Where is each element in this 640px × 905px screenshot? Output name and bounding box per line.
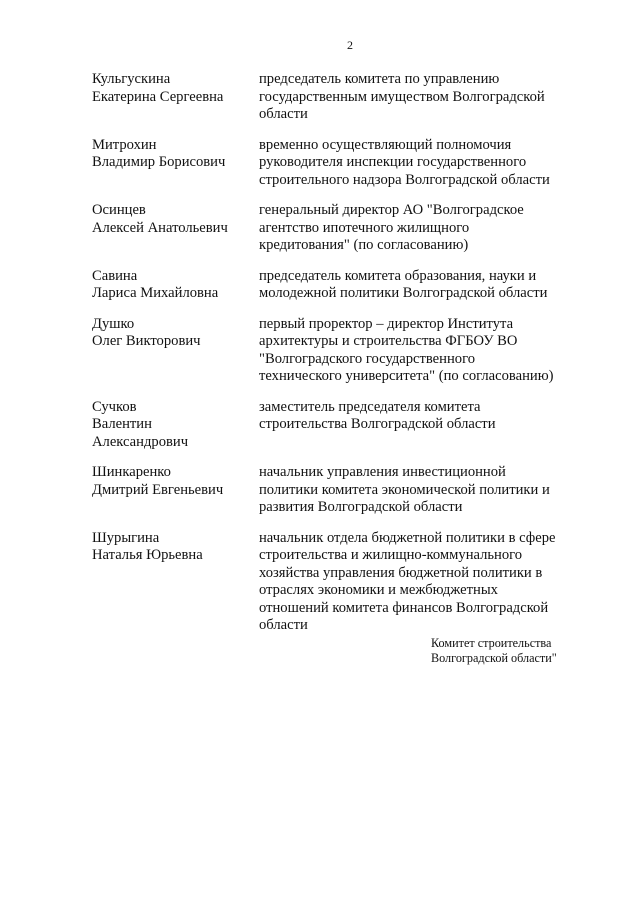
member-given-name: Алексей Анатольевич: [92, 219, 228, 236]
member-patronymic: Александрович: [92, 433, 189, 450]
member-name: [92, 399, 259, 452]
member-given-name: Дмитрий Евгеньевич: [92, 481, 224, 498]
member-surname: Сучков: [92, 398, 137, 415]
position-line: политики комитета экономической политики и: [259, 481, 550, 498]
position-line: первый проректор – директор Института: [259, 315, 514, 332]
member-position: [259, 268, 582, 303]
position-line: строительства и жилищно-коммунального: [259, 547, 523, 563]
position-line: архитектуры и строительства ФГБОУ ВО: [259, 333, 518, 349]
position-line: развития Волгоградской области: [259, 499, 463, 515]
position-line: начальник отдела бюджетной политики в сфере: [259, 529, 556, 546]
member-name: [92, 71, 259, 124]
member-row: [92, 464, 582, 517]
member-position: [259, 202, 582, 255]
position-line: хозяйства управления бюджетной политики в: [259, 564, 543, 581]
member-name: [92, 137, 259, 190]
member-given-name: Лариса Михайловна: [92, 285, 219, 301]
position-line: отношений комитета финансов Волгоградской: [259, 599, 549, 616]
member-surname: Осинцев: [92, 202, 146, 218]
member-name: [92, 530, 259, 635]
member-row: [92, 71, 582, 124]
member-surname: Кульгускина: [92, 71, 171, 87]
member-position: [259, 316, 582, 386]
member-position: [259, 399, 582, 452]
member-row: [92, 316, 582, 386]
member-name: [92, 464, 259, 517]
member-surname: Шинкаренко: [92, 464, 171, 480]
position-line: области: [259, 617, 308, 633]
page-number: 2: [347, 38, 353, 52]
position-line: кредитования" (по согласованию): [259, 237, 469, 253]
member-surname: Митрохин: [92, 136, 157, 153]
position-line: технического университета" (по согласованию): [259, 368, 554, 384]
position-line: строительного надзора Волгоградской области: [259, 171, 550, 188]
member-name: [92, 202, 259, 255]
footer-note: [431, 636, 557, 666]
position-line: области: [259, 106, 308, 122]
position-line: начальник управления инвестиционной: [259, 464, 506, 480]
member-given-name: Валентин: [92, 416, 152, 432]
member-given-name: Наталья Юрьевна: [92, 547, 203, 563]
position-line: заместитель председателя комитета: [259, 398, 481, 415]
member-surname: Савина: [92, 267, 138, 284]
member-surname: Шурыгина: [92, 529, 160, 546]
member-position: [259, 71, 582, 124]
member-name: [92, 268, 259, 303]
position-line: председатель комитета образования, науки и: [259, 267, 537, 284]
position-line: председатель комитета по управлению: [259, 71, 500, 87]
member-position: [259, 464, 582, 517]
member-given-name: Екатерина Сергеевна: [92, 88, 224, 105]
position-line: агентство ипотечного жилищного: [259, 219, 470, 236]
member-row: [92, 399, 582, 452]
footer-line: Волгоградской области": [431, 651, 557, 665]
position-line: генеральный директор АО "Волгоградское: [259, 202, 524, 218]
position-line: государственным имуществом Волгоградской: [259, 88, 545, 105]
member-name: [92, 316, 259, 386]
position-line: временно осуществляющий полномочия: [259, 136, 512, 153]
member-given-name: Олег Викторович: [92, 333, 201, 349]
position-line: "Волгоградского государственного: [259, 350, 475, 367]
members-list: [92, 71, 582, 635]
footer-line: Комитет строительства: [431, 636, 552, 650]
member-row: [92, 268, 582, 303]
position-line: молодежной политики Волгоградской области: [259, 285, 548, 301]
member-surname: Душко: [92, 315, 135, 332]
member-row: [92, 530, 582, 635]
position-line: строительства Волгоградской области: [259, 416, 496, 432]
position-line: отраслях экономики и межбюджетных: [259, 582, 498, 598]
member-row: [92, 137, 582, 190]
member-row: [92, 202, 582, 255]
member-position: [259, 137, 582, 190]
member-given-name: Владимир Борисович: [92, 154, 226, 170]
member-position: [259, 530, 582, 635]
position-line: руководителя инспекции государственного: [259, 154, 527, 170]
